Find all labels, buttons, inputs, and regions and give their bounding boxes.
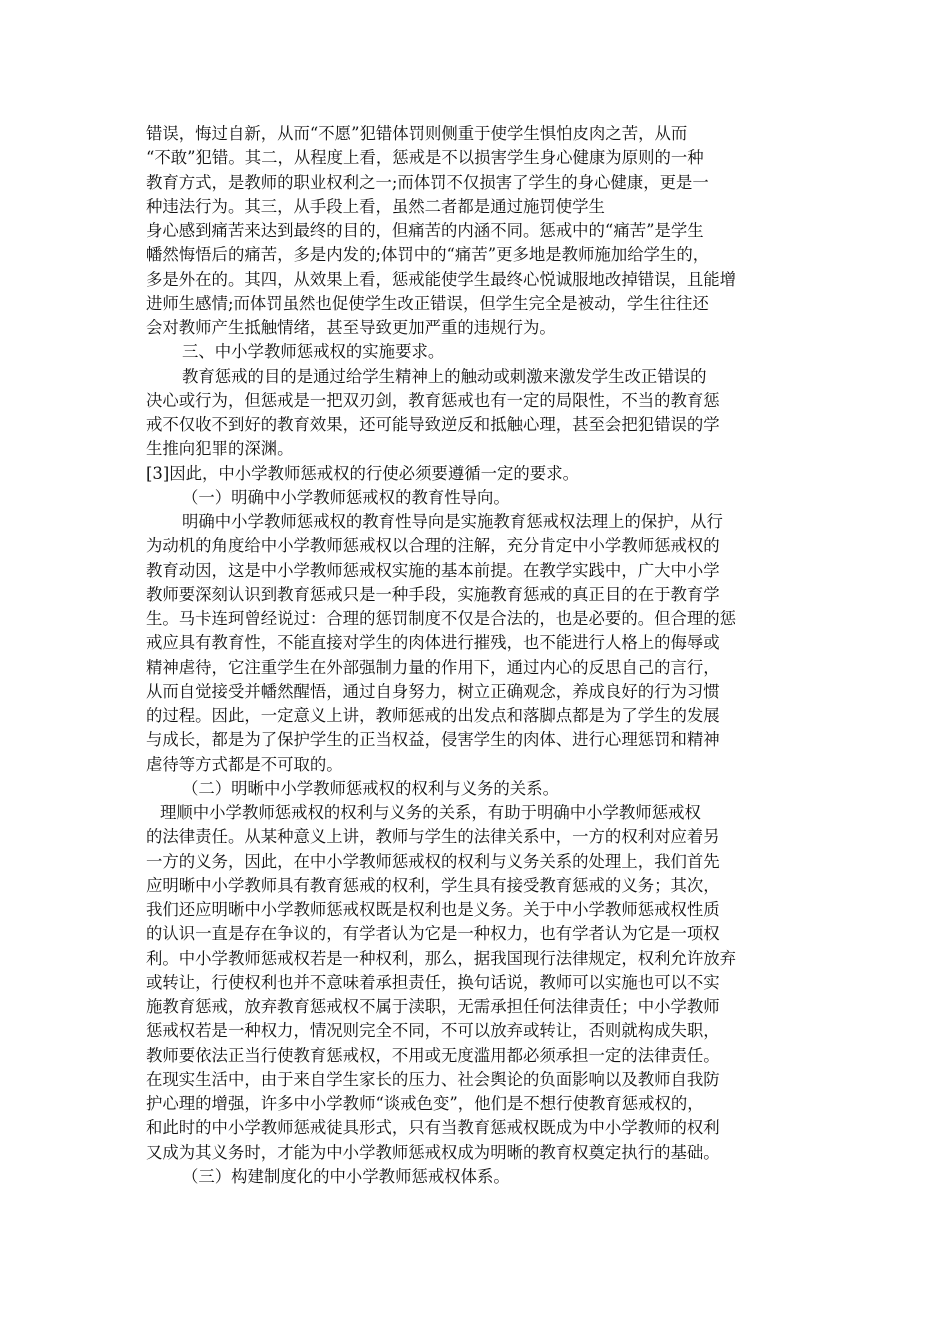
text-line: 应明晰中小学教师具有教育惩戒的权利，学生具有接受教育惩戒的义务；其次， xyxy=(146,875,720,895)
text-line: 明确中小学教师惩戒权的教育性导向是实施教育惩戒权法理上的保护，从行 xyxy=(182,512,723,531)
text-line: 教育方式，是教师的职业权利之一;而体罚不仅损害了学生的身心健康，更是一 xyxy=(146,172,709,192)
text-line: 的认识一直是存在争议的，有学者认为它是一种权力，也有学者认为它是一项权 xyxy=(146,924,720,944)
text-line: 戒不仅收不到好的教育效果，还可能导致逆反和抵触心理，甚至会把犯错误的学 xyxy=(146,415,720,434)
text-line: 理顺中小学教师惩戒权的权利与义务的关系，有助于明确中小学教师惩戒权 xyxy=(160,803,701,822)
text-line: 教育惩戒的目的是通过给学生精神上的触动或刺激来激发学生改正错误的 xyxy=(182,366,707,386)
text-line: 会对教师产生抵触情绪，甚至导致更加严重的违规行为。 xyxy=(146,318,556,337)
text-line: 的法律责任。从某种意义上讲，教师与学生的法律关系中，一方的权利对应着另 xyxy=(146,827,720,847)
text-line: 生。马卡连珂曾经说过：合理的惩罚制度不仅是合法的，也是必要的。但合理的惩 xyxy=(146,609,737,628)
text-line: 我们还应明晰中小学教师惩戒权既是权利也是义务。关于中小学教师惩戒权性质 xyxy=(146,900,720,919)
text-line: 戒应具有教育性，不能直接对学生的肉体进行摧残，也不能进行人格上的侮辱或 xyxy=(146,633,720,653)
text-line: 利。中小学教师惩戒权若是一种权利，那么，据我国现行法律规定，权利允许放弃 xyxy=(146,948,737,968)
text-line: 进师生感情;而体罚虽然也促使学生改正错误，但学生完全是被动，学生往往还 xyxy=(146,293,709,313)
text-line: 种违法行为。其三，从手段上看，虽然二者都是通过施罚使学生 xyxy=(146,196,605,216)
text-line: 生推向犯罪的深渊。 xyxy=(146,439,294,459)
text-line: 在现实生活中，由于来自学生家长的压力、社会舆论的负面影响以及教师自我防 xyxy=(146,1069,720,1089)
section-heading: 三、中小学教师惩戒权的实施要求。 xyxy=(182,342,445,362)
text-line: 护心理的增强，许多中小学教师“谈戒色变”，他们是不想行使教育惩戒权的， xyxy=(146,1094,704,1113)
subsection-heading: （二）明晰中小学教师惩戒权的权利与义务的关系。 xyxy=(182,778,559,798)
text-line: 多是外在的。其四，从效果上看，惩戒能使学生最终心悦诚服地改掉错误，且能增 xyxy=(146,269,737,289)
text-line: 一方的义务，因此，在中小学教师惩戒权的权利与义务关系的处理上，我们首先 xyxy=(146,851,720,871)
text-line: 的过程。因此，一定意义上讲，教师惩戒的出发点和落脚点都是为了学生的发展 xyxy=(146,706,720,725)
subsection-heading: （一）明确中小学教师惩戒权的教育性导向。 xyxy=(182,487,510,507)
text-line: [3]因此，中小学教师惩戒权的行使必须要遵循一定的要求。 xyxy=(146,463,579,483)
text-line: 决心或行为，但惩戒是一把双刃剑，教育惩戒也有一定的局限性，不当的教育惩 xyxy=(146,390,720,410)
subsection-heading: （三）构建制度化的中小学教师惩戒权体系。 xyxy=(182,1166,510,1186)
text-line: “不敢”犯错。其二，从程度上看，惩戒是不以损害学生身心健康为原则的一种 xyxy=(146,148,704,168)
text-line: 为动机的角度给中小学教师惩戒权以合理的注解，充分肯定中小学教师惩戒权的 xyxy=(146,536,720,556)
text-line: 施教育惩戒，放弃教育惩戒权不属于渎职，无需承担任何法律责任；中小学教师 xyxy=(146,997,720,1016)
text-line: 身心感到痛苦来达到最终的目的，但痛苦的内涵不同。惩戒中的“痛苦”是学生 xyxy=(146,221,704,240)
text-line: 与成长，都是为了保护学生的正当权益，侵害学生的肉体、进行心理惩罚和精神 xyxy=(146,730,720,750)
text-line: 或转让，行使权利也并不意味着承担责任，换句话说，教师可以实施也可以不实 xyxy=(146,972,720,992)
text-line: 教师要深刻认识到教育惩戒只是一种手段，实施教育惩戒的真正目的在于教育学 xyxy=(146,584,720,604)
text-line: 和此时的中小学教师惩戒徒具形式，只有当教育惩戒权既成为中小学教师的权利 xyxy=(146,1118,720,1138)
text-line: 错误，悔过自新，从而“不愿”犯错体罚则侧重于使学生惧怕皮肉之苦，从而 xyxy=(146,124,688,143)
text-line: 从而自觉接受并幡然醒悟，通过自身努力，树立正确观念，养成良好的行为习惯 xyxy=(146,681,720,701)
text-line: 又成为其义务时，才能为中小学教师惩戒权成为明晰的教育权奠定执行的基础。 xyxy=(146,1142,720,1162)
text-line: 幡然悔悟后的痛苦，多是内发的;体罚中的“痛苦”更多地是教师施加给学生的， xyxy=(146,245,710,265)
body-text xyxy=(146,122,814,1189)
text-line: 教师要依法正当行使教育惩戒权，不用或无度滥用都必须承担一定的法律责任。 xyxy=(146,1045,720,1065)
text-line: 惩戒权若是一种权力，情况则完全不同，不可以放弃或转让，否则就构成失职， xyxy=(146,1021,720,1041)
text-line: 教育动因，这是中小学教师惩戒权实施的基本前提。在教学实践中，广大中小学 xyxy=(146,560,720,580)
text-line: 精神虐待，它注重学生在外部强制力量的作用下，通过内心的反思自己的言行， xyxy=(146,657,720,677)
text-line: 虐待等方式都是不可取的。 xyxy=(146,754,343,774)
